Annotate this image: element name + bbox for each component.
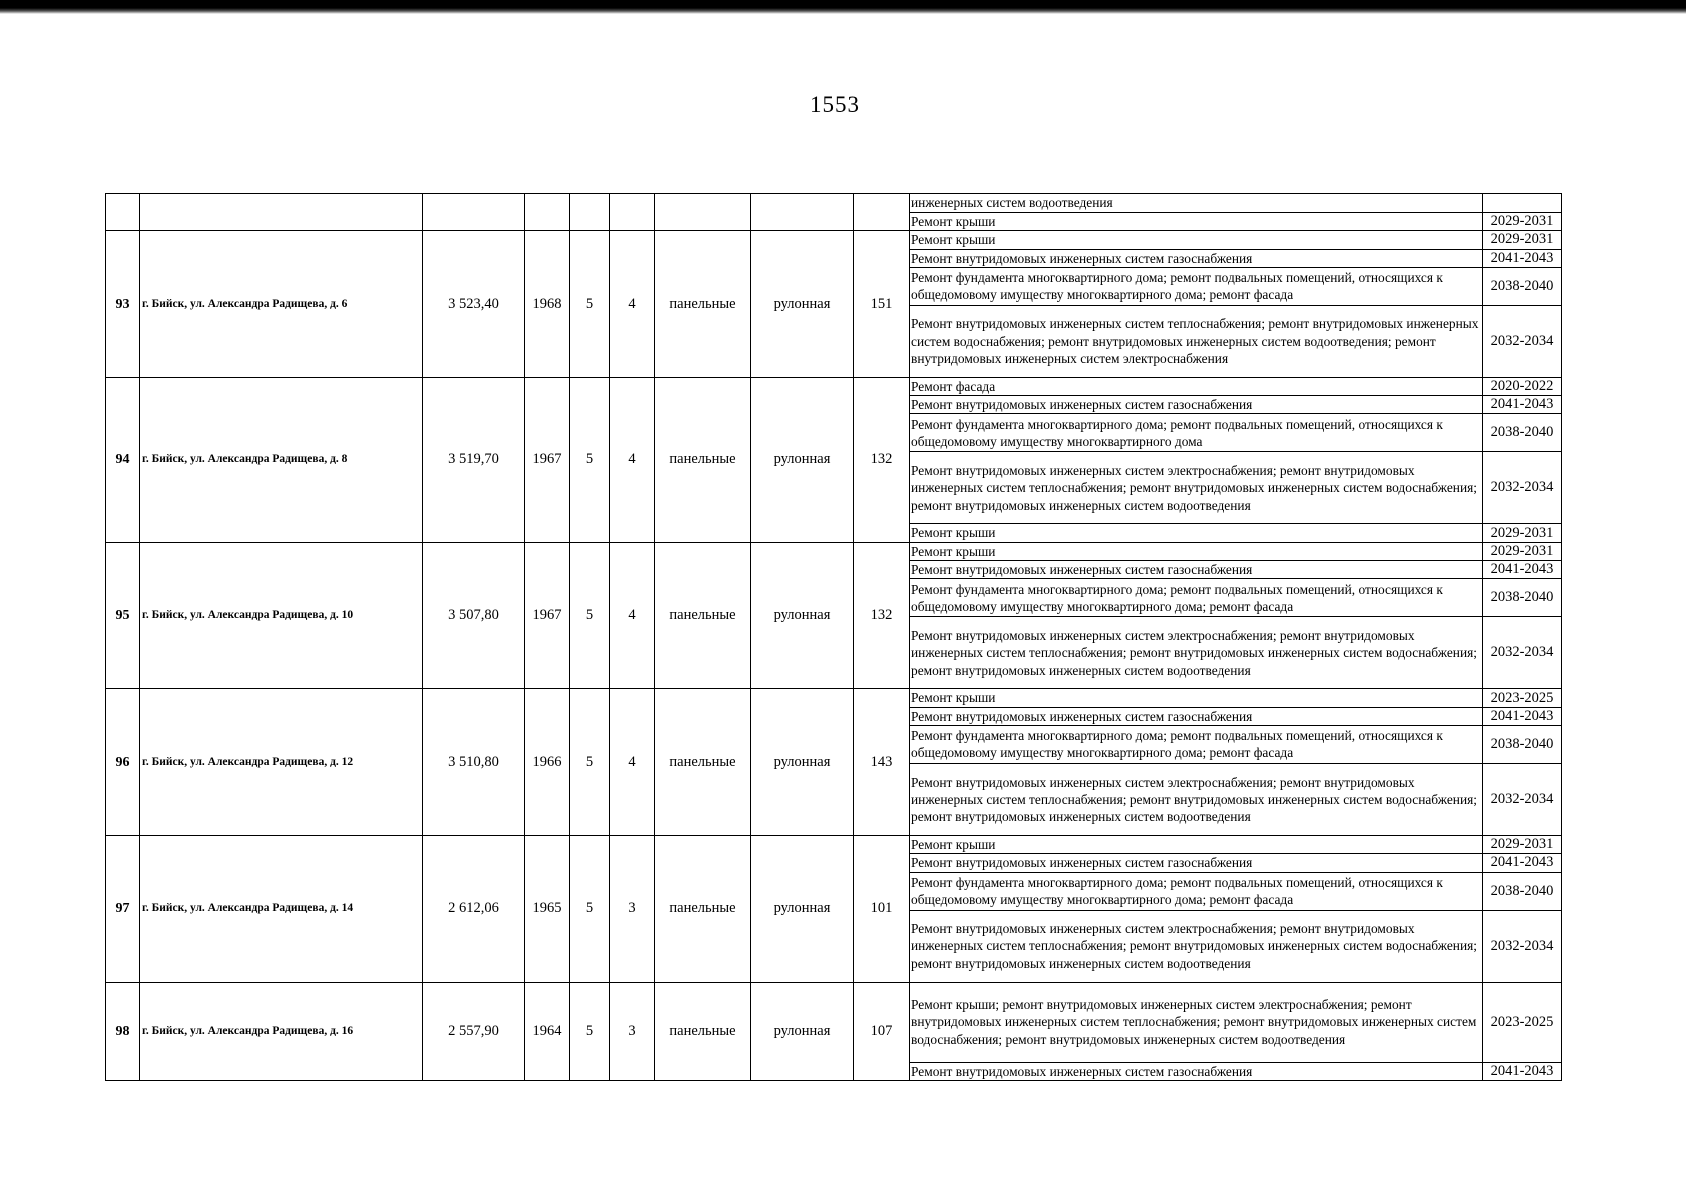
work-description: инженерных систем водоотведения	[910, 194, 1483, 213]
scan-top-edge	[0, 0, 1686, 14]
total-area: 2 557,90	[423, 982, 525, 1080]
wall-material: панельные	[655, 231, 751, 378]
total-area: 3 519,70	[423, 377, 525, 542]
row-number: 93	[106, 231, 140, 378]
empty-cell	[854, 194, 910, 231]
table-row	[106, 231, 1562, 249]
total-area: 2 612,06	[423, 835, 525, 982]
work-description: Ремонт крыши	[910, 524, 1483, 542]
entrance-count: 3	[610, 835, 655, 982]
roof-type: рулонная	[751, 377, 854, 542]
empty-cell	[570, 194, 610, 231]
work-description: Ремонт внутридомовых инженерных систем газоснабжения	[910, 1062, 1483, 1080]
entrance-count: 3	[610, 982, 655, 1080]
table-row	[106, 542, 1562, 560]
work-period: 2041-2043	[1483, 1062, 1562, 1080]
residents-count: 132	[854, 377, 910, 542]
work-period: 2038-2040	[1483, 267, 1562, 305]
floor-count: 5	[570, 835, 610, 982]
work-period: 2041-2043	[1483, 854, 1562, 872]
work-period: 2038-2040	[1483, 414, 1562, 452]
house-address: г. Бийск, ул. Александра Радищева, д. 10	[140, 542, 423, 689]
work-description: Ремонт внутридомовых инженерных систем электроснабжения; ремонт внутридомовых инженерных систем теплоснабжения; ремонт внутридомовых инженерных систем водоснабжения; ремонт внутридомовых инженерных систем водоотведения	[910, 910, 1483, 982]
work-period: 2038-2040	[1483, 579, 1562, 617]
work-period: 2020-2022	[1483, 377, 1562, 395]
work-period: 2038-2040	[1483, 725, 1562, 763]
residents-count: 151	[854, 231, 910, 378]
residents-count: 132	[854, 542, 910, 689]
empty-cell	[610, 194, 655, 231]
wall-material: панельные	[655, 982, 751, 1080]
table-row	[106, 194, 1562, 213]
empty-cell	[140, 194, 423, 231]
work-description: Ремонт внутридомовых инженерных систем электроснабжения; ремонт внутридомовых инженерных систем теплоснабжения; ремонт внутридомовых инженерных систем водоснабжения; ремонт внутридомовых инженерных систем водоотведения	[910, 452, 1483, 524]
row-number: 94	[106, 377, 140, 542]
work-description: Ремонт фасада	[910, 377, 1483, 395]
wall-material: панельные	[655, 542, 751, 689]
entrance-count: 4	[610, 689, 655, 836]
work-period: 2041-2043	[1483, 561, 1562, 579]
work-description: Ремонт крыши	[910, 231, 1483, 249]
floor-count: 5	[570, 542, 610, 689]
table-row	[106, 835, 1562, 853]
work-description: Ремонт фундамента многоквартирного дома; ремонт подвальных помещений, относящихся к общедомовому имуществу многоквартирного дома; ремонт фасада	[910, 725, 1483, 763]
empty-cell	[525, 194, 570, 231]
work-description: Ремонт крыши	[910, 542, 1483, 560]
wall-material: панельные	[655, 835, 751, 982]
row-number: 97	[106, 835, 140, 982]
work-period: 2041-2043	[1483, 396, 1562, 414]
table-row	[106, 377, 1562, 395]
work-period: 2029-2031	[1483, 213, 1562, 231]
row-number: 96	[106, 689, 140, 836]
work-description: Ремонт внутридомовых инженерных систем электроснабжения; ремонт внутридомовых инженерных систем теплоснабжения; ремонт внутридомовых инженерных систем водоснабжения; ремонт внутридомовых инженерных систем водоотведения	[910, 617, 1483, 689]
work-period: 2029-2031	[1483, 835, 1562, 853]
work-period: 2041-2043	[1483, 707, 1562, 725]
work-period: 2029-2031	[1483, 542, 1562, 560]
work-description: Ремонт фундамента многоквартирного дома; ремонт подвальных помещений, относящихся к общедомовому имуществу многоквартирного дома; ремонт фасада	[910, 579, 1483, 617]
build-year: 1967	[525, 377, 570, 542]
work-description: Ремонт крыши; ремонт внутридомовых инженерных систем электроснабжения; ремонт внутридомовых инженерных систем теплоснабжения; ремонт внутридомовых инженерных систем водоснабжения; ремонт внутридомовых инженерных систем водоотведения	[910, 982, 1483, 1062]
work-period: 2041-2043	[1483, 249, 1562, 267]
work-description: Ремонт внутридомовых инженерных систем электроснабжения; ремонт внутридомовых инженерных систем теплоснабжения; ремонт внутридомовых инженерных систем водоснабжения; ремонт внутридомовых инженерных систем водоотведения	[910, 763, 1483, 835]
build-year: 1967	[525, 542, 570, 689]
roof-type: рулонная	[751, 835, 854, 982]
row-number: 98	[106, 982, 140, 1080]
house-address: г. Бийск, ул. Александра Радищева, д. 8	[140, 377, 423, 542]
work-period: 2032-2034	[1483, 452, 1562, 524]
build-year: 1966	[525, 689, 570, 836]
build-year: 1968	[525, 231, 570, 378]
work-description: Ремонт внутридомовых инженерных систем газоснабжения	[910, 854, 1483, 872]
work-description: Ремонт фундамента многоквартирного дома; ремонт подвальных помещений, относящихся к общедомовому имуществу многоквартирного дома; ремонт фасада	[910, 267, 1483, 305]
table-row	[106, 689, 1562, 707]
roof-type: рулонная	[751, 231, 854, 378]
floor-count: 5	[570, 689, 610, 836]
empty-cell	[423, 194, 525, 231]
work-description: Ремонт внутридомовых инженерных систем газоснабжения	[910, 707, 1483, 725]
roof-type: рулонная	[751, 689, 854, 836]
roof-type: рулонная	[751, 542, 854, 689]
work-description: Ремонт фундамента многоквартирного дома; ремонт подвальных помещений, относящихся к общедомовому имуществу многоквартирного дома	[910, 414, 1483, 452]
wall-material: панельные	[655, 377, 751, 542]
table-body	[106, 194, 1562, 1081]
table-row	[106, 982, 1562, 1062]
work-period: 2032-2034	[1483, 305, 1562, 377]
entrance-count: 4	[610, 542, 655, 689]
capital-repair-table	[105, 193, 1562, 1081]
work-description: Ремонт внутридомовых инженерных систем газоснабжения	[910, 561, 1483, 579]
work-period: 2038-2040	[1483, 872, 1562, 910]
total-area: 3 510,80	[423, 689, 525, 836]
work-description: Ремонт крыши	[910, 835, 1483, 853]
work-period: 2029-2031	[1483, 231, 1562, 249]
residents-count: 143	[854, 689, 910, 836]
work-description: Ремонт фундамента многоквартирного дома; ремонт подвальных помещений, относящихся к общедомовому имуществу многоквартирного дома; ремонт фасада	[910, 872, 1483, 910]
work-period	[1483, 194, 1562, 213]
entrance-count: 4	[610, 377, 655, 542]
roof-type: рулонная	[751, 982, 854, 1080]
work-period: 2032-2034	[1483, 617, 1562, 689]
build-year: 1965	[525, 835, 570, 982]
residents-count: 101	[854, 835, 910, 982]
work-period: 2023-2025	[1483, 689, 1562, 707]
wall-material: панельные	[655, 689, 751, 836]
empty-cell	[751, 194, 854, 231]
entrance-count: 4	[610, 231, 655, 378]
work-description: Ремонт внутридомовых инженерных систем газоснабжения	[910, 249, 1483, 267]
work-period: 2029-2031	[1483, 524, 1562, 542]
work-description: Ремонт крыши	[910, 213, 1483, 231]
house-address: г. Бийск, ул. Александра Радищева, д. 12	[140, 689, 423, 836]
residents-count: 107	[854, 982, 910, 1080]
house-address: г. Бийск, ул. Александра Радищева, д. 14	[140, 835, 423, 982]
floor-count: 5	[570, 377, 610, 542]
work-period: 2032-2034	[1483, 910, 1562, 982]
page-number: 1553	[810, 92, 860, 117]
work-period: 2023-2025	[1483, 982, 1562, 1062]
house-address: г. Бийск, ул. Александра Радищева, д. 6	[140, 231, 423, 378]
build-year: 1964	[525, 982, 570, 1080]
total-area: 3 507,80	[423, 542, 525, 689]
total-area: 3 523,40	[423, 231, 525, 378]
work-period: 2032-2034	[1483, 763, 1562, 835]
work-description: Ремонт внутридомовых инженерных систем газоснабжения	[910, 396, 1483, 414]
row-number: 95	[106, 542, 140, 689]
house-address: г. Бийск, ул. Александра Радищева, д. 16	[140, 982, 423, 1080]
empty-cell	[655, 194, 751, 231]
work-description: Ремонт крыши	[910, 689, 1483, 707]
work-description: Ремонт внутридомовых инженерных систем теплоснабжения; ремонт внутридомовых инженерных систем водоснабжения; ремонт внутридомовых инженерных систем водоотведения; ремонт внутридомовых инженерных систем электроснабжения	[910, 305, 1483, 377]
floor-count: 5	[570, 982, 610, 1080]
floor-count: 5	[570, 231, 610, 378]
empty-cell	[106, 194, 140, 231]
